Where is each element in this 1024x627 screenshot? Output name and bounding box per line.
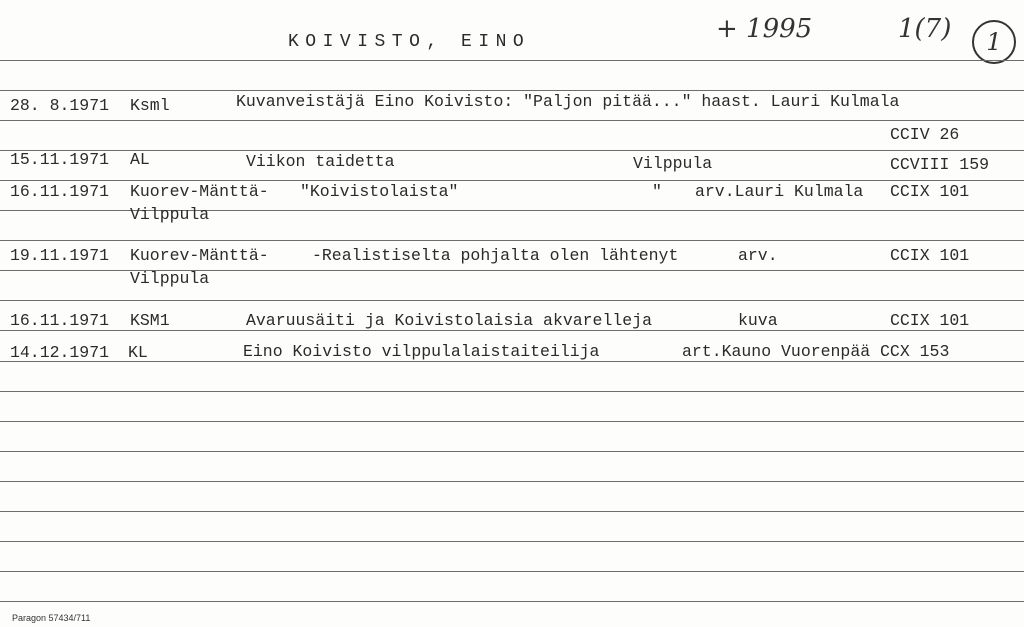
entry-note: art.Kauno Vuorenpää CCX 153	[682, 342, 950, 361]
ruled-line	[0, 240, 1024, 241]
entry-title: Avaruusäiti ja Koivistolaisia akvarelleja	[246, 311, 652, 330]
ruled-line	[0, 180, 1024, 181]
ruled-line	[0, 511, 1024, 512]
ruled-line	[0, 481, 1024, 482]
entry-title: Eino Koivisto vilppulalaistaiteilija	[243, 342, 600, 361]
card-title: KOIVISTO, EINO	[288, 32, 531, 52]
entry-date: 16.11.1971	[10, 182, 110, 201]
entry-date: 14.12.1971	[10, 343, 110, 362]
ruled-line	[0, 541, 1024, 542]
ruled-line	[0, 90, 1024, 91]
entry-title: Kuvanveistäjä Eino Koivisto: "Paljon pitää..." haast. Lauri Kulmala	[236, 92, 900, 111]
entry-ref: CCIX 101	[890, 246, 970, 265]
entry-date: 15.11.1971	[10, 150, 110, 169]
entry-ref: CCIX 101	[890, 311, 970, 330]
entry-ditto: "	[652, 182, 662, 201]
entry-source: KSM1	[130, 311, 170, 330]
ruled-line	[0, 391, 1024, 392]
ruled-line	[0, 60, 1024, 61]
entry-date: 28. 8.1971	[10, 96, 110, 115]
entry-ref: CCIV 26	[890, 125, 960, 144]
entry-date: 16.11.1971	[10, 311, 110, 330]
entry-note: kuva	[738, 311, 778, 330]
entry-ref: CCIX 101	[890, 182, 970, 201]
ruled-line	[0, 571, 1024, 572]
ruled-line	[0, 150, 1024, 151]
entry-source: KL	[128, 343, 148, 362]
death-note: + 1995	[716, 14, 813, 44]
card-count: 1(7)	[898, 14, 952, 44]
ruled-line	[0, 601, 1024, 602]
entry-date: 19.11.1971	[10, 246, 110, 265]
entry-title: Viikon taidetta	[246, 152, 395, 171]
entry-source: Ksml	[130, 96, 170, 115]
entry-title: -Realistiselta pohjalta olen lähtenyt	[312, 246, 679, 265]
ruled-line	[0, 421, 1024, 422]
ruled-line	[0, 120, 1024, 121]
entry-title: "Koivistolaista"	[300, 182, 459, 201]
card-number-badge: 1	[972, 20, 1016, 64]
entry-source-cont: Vilppula	[130, 205, 210, 224]
entry-source: AL	[130, 150, 150, 169]
entry-ref: CCVIII 159	[890, 155, 990, 174]
entry-source: Kuorev-Mänttä-	[130, 246, 269, 265]
entry-note: arv.Lauri Kulmala	[695, 182, 864, 201]
ruled-line	[0, 300, 1024, 301]
card-footer-print: Paragon 57434/711	[12, 613, 91, 623]
entry-place: Vilppula	[633, 154, 713, 173]
entry-note: arv.	[738, 246, 778, 265]
entry-source-cont: Vilppula	[130, 269, 210, 288]
entry-source: Kuorev-Mänttä-	[130, 182, 269, 201]
ruled-line	[0, 451, 1024, 452]
